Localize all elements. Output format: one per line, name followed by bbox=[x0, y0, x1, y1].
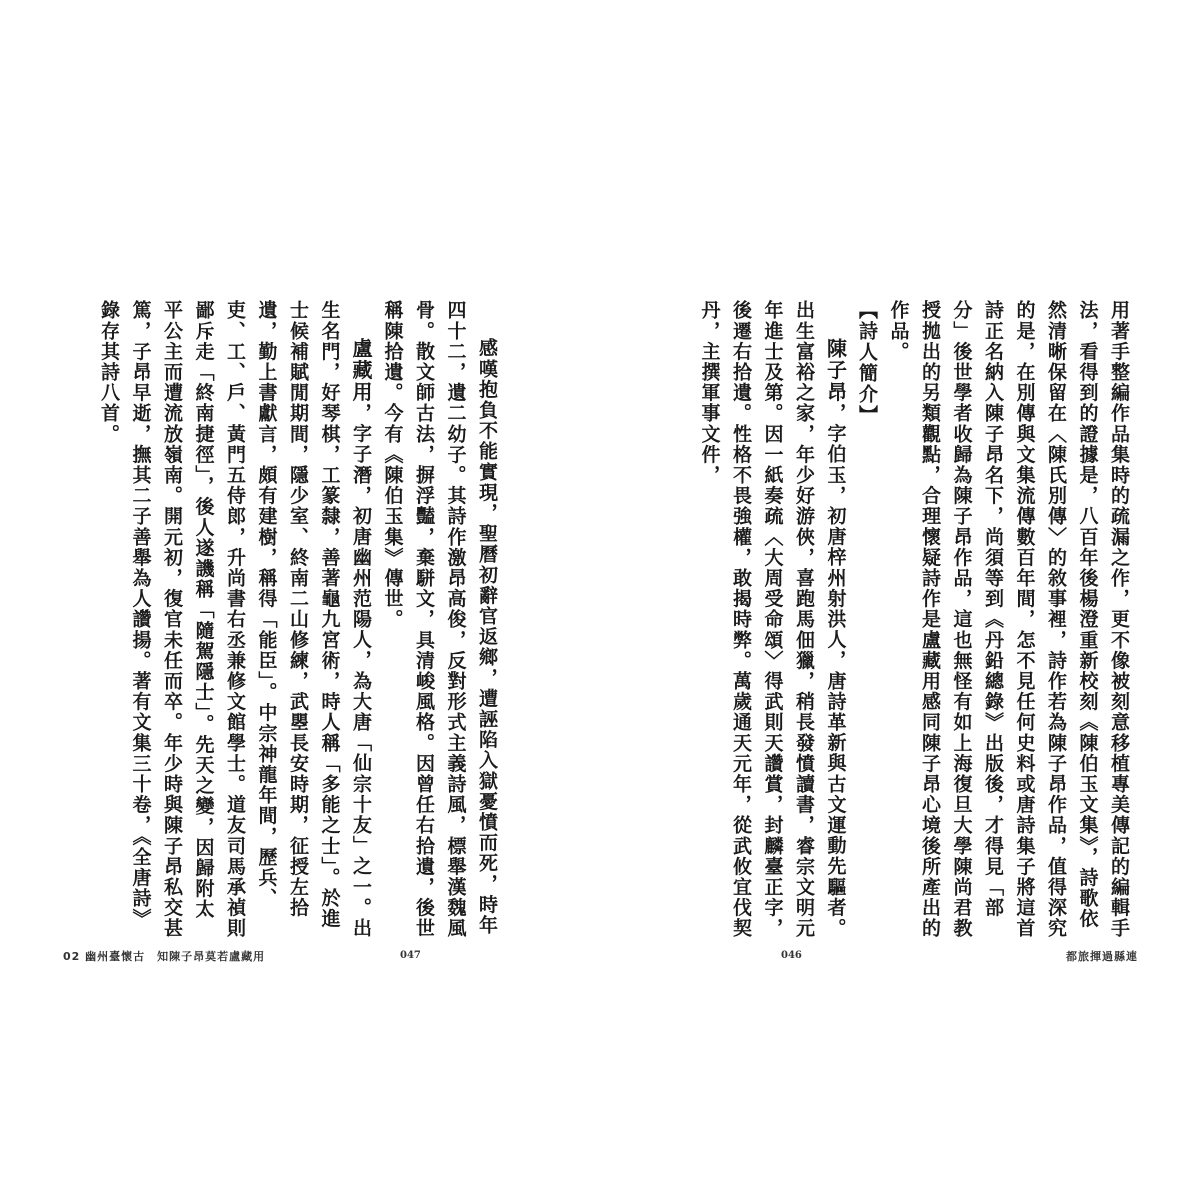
right-page-body bbox=[674, 300, 1134, 940]
profile-name: 陳子昂 bbox=[823, 338, 848, 403]
running-head: 02 幽州臺懷古 知陳子昂莫若盧藏用 bbox=[63, 950, 266, 963]
bracket-close-icon: 】 bbox=[856, 405, 878, 426]
profile-text: ，字伯玉，初唐梓州射洪人，唐詩革新與古文運動先驅者。出生富裕之家，年少好游俠，喜跑馬佃獵，稍長發憤讀書，睿宗文明元年進士及第。因一紙奏疏〈大周受命頌〉得武則天讚賞，封麟臺正字，後遷右拾遺。性格不畏強權，敢揭時弊。萬歲通天元年，從武攸宜伐契丹，主撰軍事文件， bbox=[698, 300, 847, 939]
section-heading bbox=[851, 300, 883, 940]
profile-paragraph bbox=[693, 300, 851, 940]
page-number: 046 bbox=[781, 950, 802, 961]
profile-text: ，字子潛，初唐幽州范陽人，為大唐「仙宗十友」之一。出生名門，好琴棋，工篆隸，善著龜九宮術，時人稱「多能之士」。於進士候補賦閒期間，隱少室、終南二山修練，武瞾長安時期，征授左拾遺，勤上書獻言，頗有建樹，稱得「能臣」。中宗神龍年間，歷兵、吏、工、戶、黃門五侍郎，升尚書右丞兼修文館學士。道友司馬承禎則鄙斥走「終南捷徑」，後人遂譏稱「隨駕隱士」。先天之變，因歸附太平公主而遭流放嶺南。開元初，復官未任而卒。年少時與陳子昂私交甚篤，子昂早逝，撫其二子善舉為人讚揚。著有文集三十卷，《全唐詩》錄存其詩八首。 bbox=[98, 300, 372, 939]
right-page bbox=[600, 0, 1200, 1200]
bracket-open-icon: 【 bbox=[856, 300, 878, 321]
profile-paragraph bbox=[93, 300, 377, 940]
running-head: 都旅揮過縣連 bbox=[1066, 950, 1138, 963]
section-title: 詩人簡介 bbox=[856, 321, 878, 405]
page-number: 047 bbox=[400, 950, 421, 961]
profile-name: 盧藏用 bbox=[349, 338, 373, 403]
paragraph: 感嘆抱負不能實現，聖曆初辭官返鄉，遭誣陷入獄憂憤而死，時年四十二，遺二幼子。其詩作激昂高俊，反對形式主義詩風，標舉漢魏風骨。散文師古法，摒浮豔，棄駢文，具清峻風格。因曾任右拾遺，後世稱陳拾遺。今有《陳伯玉集》傳世。 bbox=[381, 300, 498, 939]
left-page-body bbox=[70, 300, 502, 940]
paragraph: 用著手整編作品集時的疏漏之作，更不像被刻意移植專美傳記的編輯手法，看得到的證據是，八百年後楊澄重新校刻《陳伯玉文集》，詩歌依然清晰保留在〈陳氏別傳〉的敘事裡，詩作若為陳子昂作品，值得深究的是，在別傳與文集流傳數百年間，怎不見任何史料或唐詩集子將這首詩正名納入陳子昂名下，尚須等到《丹鉛總錄》出版後，才得見「部分」後世學者收歸為陳子昂作品，這也無怪有如上海復旦大學陳尚君教授拋出的另類觀點，合理懷疑詩作是盧藏用感同陳子昂心境後所產出的作品。 bbox=[887, 300, 1130, 939]
